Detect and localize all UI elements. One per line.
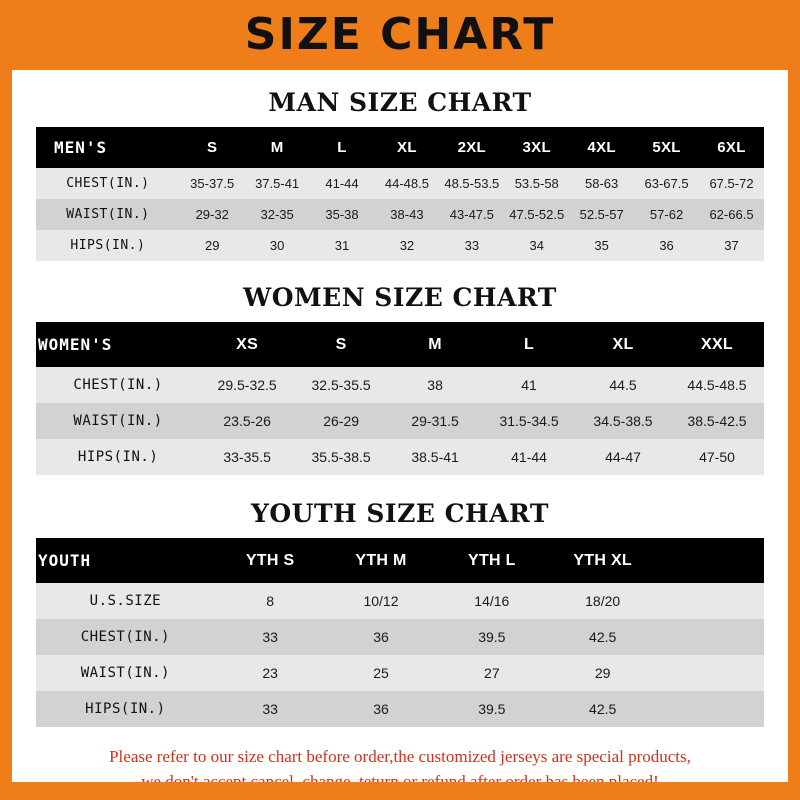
- section-title-man: MAN SIZE CHART: [268, 88, 532, 117]
- row-label: HIPS(IN.): [77, 449, 159, 465]
- section-man-size-chart: [36, 88, 764, 261]
- footer-note-line-1: Please refer to our size chart before order,the customized jerseys are special products,: [109, 747, 691, 766]
- cell: 36: [373, 701, 389, 717]
- corner-label-men: MEN'S: [36, 127, 180, 168]
- table-row: [36, 583, 764, 619]
- table-row: [36, 439, 764, 475]
- col-header: 3XL: [504, 127, 569, 168]
- col-header: M: [388, 322, 482, 367]
- section-title-youth: YOUTH SIZE CHART: [251, 499, 549, 528]
- table-youth-size-chart: [36, 538, 764, 727]
- row-label: WAIST(IN.): [73, 413, 163, 429]
- cell: 26-29: [323, 413, 360, 429]
- row-label: U.S.SIZE: [89, 593, 162, 609]
- row-label: HIPS(IN.): [70, 238, 146, 253]
- cell: 35: [594, 238, 609, 253]
- section-youth-size-chart: [36, 499, 764, 727]
- row-label: WAIST(IN.): [66, 207, 150, 222]
- table-row: [36, 230, 764, 261]
- cell: 27: [484, 665, 500, 681]
- row-label: CHEST(IN.): [73, 377, 163, 393]
- cell: 31.5-34.5: [499, 413, 559, 429]
- table-row: [36, 619, 764, 655]
- bottom-band: [0, 782, 800, 800]
- table-row: [36, 403, 764, 439]
- cell: 52.5-57: [579, 207, 624, 222]
- cell: 36: [373, 629, 389, 645]
- table-row: [36, 168, 764, 199]
- cell: 32.5-35.5: [311, 377, 371, 393]
- cell: 42.5: [589, 629, 617, 645]
- table-man-size-chart: [36, 127, 764, 261]
- col-header: XL: [576, 322, 670, 367]
- cell: 38: [427, 377, 443, 393]
- col-header: XL: [374, 127, 439, 168]
- cell: 38-43: [390, 207, 424, 222]
- corner-label-womens: WOMEN'S: [36, 322, 200, 367]
- cell: 32: [399, 238, 415, 253]
- table-head: [36, 322, 764, 367]
- cell: 36: [659, 238, 674, 253]
- cell-spacer: [658, 619, 764, 655]
- cell: 44.5: [609, 377, 637, 393]
- cell: 41-44: [325, 176, 359, 191]
- cell: 39.5: [478, 701, 506, 717]
- cell: 29: [204, 238, 220, 253]
- cell: 33-35.5: [223, 449, 271, 465]
- cell: 41-44: [511, 449, 547, 465]
- cell: 53.5-58: [514, 176, 559, 191]
- table-row: [36, 199, 764, 230]
- cell: 23: [262, 665, 278, 681]
- cell: 67.5-72: [709, 176, 754, 191]
- row-label: CHEST(IN.): [80, 629, 170, 645]
- table-head: [36, 127, 764, 168]
- cell: 34.5-38.5: [593, 413, 653, 429]
- col-header: L: [310, 127, 375, 168]
- cell: 33: [262, 701, 278, 717]
- cell: 42.5: [589, 701, 617, 717]
- cell: 10/12: [363, 593, 399, 609]
- col-header: 6XL: [699, 127, 764, 168]
- section-women-size-chart: [36, 283, 764, 475]
- cell: 30: [269, 238, 285, 253]
- cell: 18/20: [585, 593, 621, 609]
- cell: 43-47.5: [449, 207, 494, 222]
- cell: 31: [334, 238, 350, 253]
- cell: 44.5-48.5: [687, 377, 747, 393]
- col-header: YTH M: [326, 538, 437, 583]
- cell: 63-67.5: [644, 176, 689, 191]
- cell: 23.5-26: [223, 413, 271, 429]
- row-label: HIPS(IN.): [85, 701, 166, 717]
- cell: 38.5-42.5: [687, 413, 747, 429]
- cell-spacer: [658, 691, 764, 727]
- col-header: 5XL: [634, 127, 699, 168]
- cell: 58-63: [585, 176, 619, 191]
- cell: 33: [262, 629, 278, 645]
- col-header: L: [482, 322, 576, 367]
- cell: 39.5: [478, 629, 506, 645]
- table-body: [36, 583, 764, 727]
- chart-content: [12, 88, 788, 794]
- table-row: [36, 367, 764, 403]
- cell: 62-66.5: [709, 207, 754, 222]
- cell: 35.5-38.5: [311, 449, 371, 465]
- cell-spacer: [658, 655, 764, 691]
- cell: 32-35: [260, 207, 294, 222]
- cell: 48.5-53.5: [444, 176, 500, 191]
- table-header-row: [36, 127, 764, 168]
- header-band: [0, 0, 800, 70]
- cell-spacer: [658, 583, 764, 619]
- cell: 14/16: [474, 593, 510, 609]
- cell: 25: [373, 665, 389, 681]
- cell: 29.5-32.5: [217, 377, 277, 393]
- table-header-row: [36, 538, 764, 583]
- col-header: XS: [200, 322, 294, 367]
- table-header-row: [36, 322, 764, 367]
- cell: 33: [464, 238, 480, 253]
- cell: 57-62: [649, 207, 684, 222]
- cell: 47-50: [699, 449, 735, 465]
- table-body: [36, 168, 764, 261]
- cell: 41: [521, 377, 537, 393]
- col-header: S: [294, 322, 388, 367]
- row-label: CHEST(IN.): [66, 176, 150, 191]
- section-title-women: WOMEN SIZE CHART: [243, 283, 557, 312]
- cell: 35-38: [325, 207, 359, 222]
- table-row: [36, 691, 764, 727]
- cell: 37: [724, 238, 739, 253]
- page-title: SIZE CHART: [244, 9, 556, 60]
- col-header: XXL: [670, 322, 764, 367]
- col-header: M: [245, 127, 310, 168]
- table-body: [36, 367, 764, 475]
- cell: 29-31.5: [411, 413, 459, 429]
- cell: 37.5-41: [255, 176, 300, 191]
- cell: 29: [594, 665, 611, 681]
- col-header: YTH XL: [547, 538, 658, 583]
- cell: 44-47: [605, 449, 641, 465]
- col-header-spacer: [658, 538, 764, 583]
- row-label: WAIST(IN.): [80, 665, 170, 681]
- cell: 34: [529, 238, 544, 253]
- corner-label-youth: YOUTH: [36, 538, 215, 583]
- cell: 35-37.5: [190, 176, 235, 191]
- cell: 38.5-41: [411, 449, 459, 465]
- table-head: [36, 538, 764, 583]
- col-header: S: [180, 127, 245, 168]
- col-header: YTH S: [215, 538, 326, 583]
- col-header: 2XL: [439, 127, 504, 168]
- col-header: YTH L: [436, 538, 547, 583]
- table-women-size-chart: [36, 322, 764, 475]
- table-row: [36, 655, 764, 691]
- cell: 47.5-52.5: [509, 207, 565, 222]
- cell: 44-48.5: [384, 176, 429, 191]
- cell: 8: [266, 593, 275, 609]
- cell: 29-32: [195, 207, 229, 222]
- col-header: 4XL: [569, 127, 634, 168]
